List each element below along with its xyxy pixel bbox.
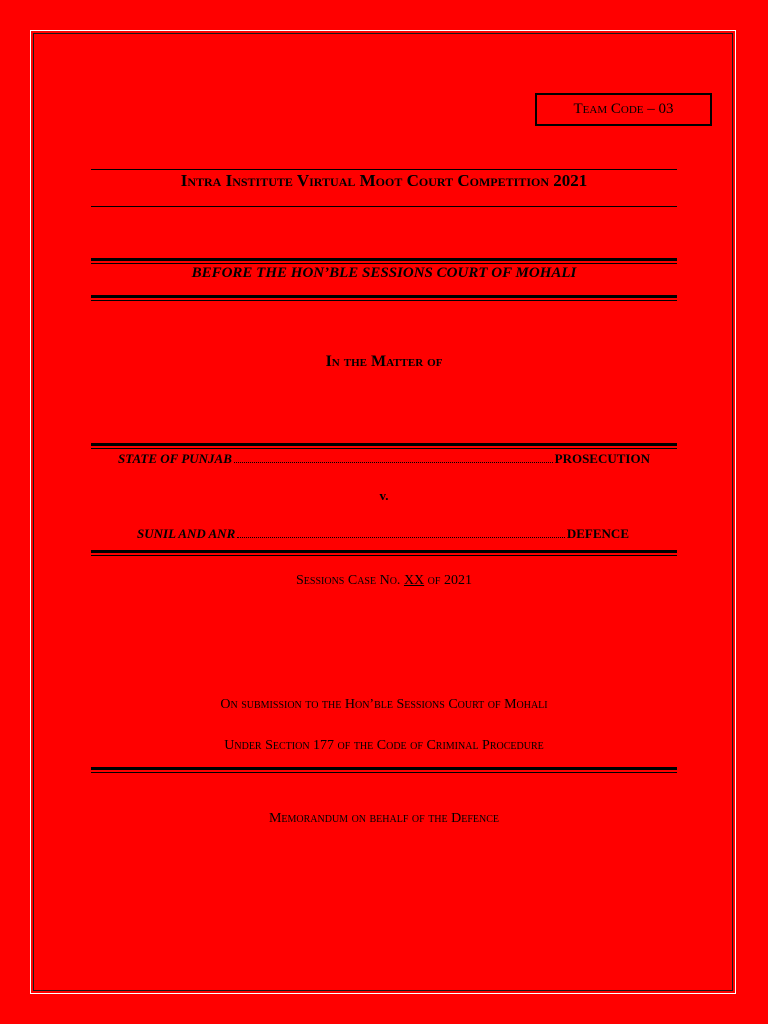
matter-heading: In the Matter of	[325, 353, 443, 370]
team-code-box	[535, 93, 712, 126]
competition-title: Intra Institute Virtual Moot Court Competition 2021	[180, 171, 588, 190]
case-number-value: XX	[403, 573, 425, 588]
submission-line: On submission to the Hon’ble Sessions Court of Mohali	[220, 697, 548, 712]
divider	[91, 169, 677, 170]
prosecution-role: PROSECUTION	[554, 451, 650, 466]
divider	[91, 443, 677, 449]
defence-name: SUNIL AND ANR	[137, 526, 236, 541]
divider	[91, 295, 677, 301]
court-title: BEFORE THE HON’BLE SESSIONS COURT OF MOHALI	[191, 265, 577, 281]
defence-role: DEFENCE	[566, 526, 629, 541]
prosecution-name: STATE OF PUNJAB	[118, 451, 232, 466]
case-number	[91, 573, 677, 589]
memorandum-title: Memorandum on behalf of the Defence	[268, 811, 500, 826]
versus: v.	[379, 488, 389, 503]
divider	[91, 550, 677, 556]
case-suffix: of 2021	[427, 573, 472, 588]
divider	[91, 206, 677, 207]
dotted-leader	[234, 452, 553, 463]
divider	[91, 767, 677, 773]
prosecution-row	[118, 451, 650, 467]
dotted-leader	[237, 527, 565, 538]
case-prefix: Sessions Case No.	[296, 573, 401, 588]
under-section-line: Under Section 177 of the Code of Criminal Procedure	[224, 738, 544, 753]
team-code: Team Code – 03	[573, 101, 674, 117]
divider	[91, 258, 677, 264]
defence-row	[137, 526, 629, 542]
